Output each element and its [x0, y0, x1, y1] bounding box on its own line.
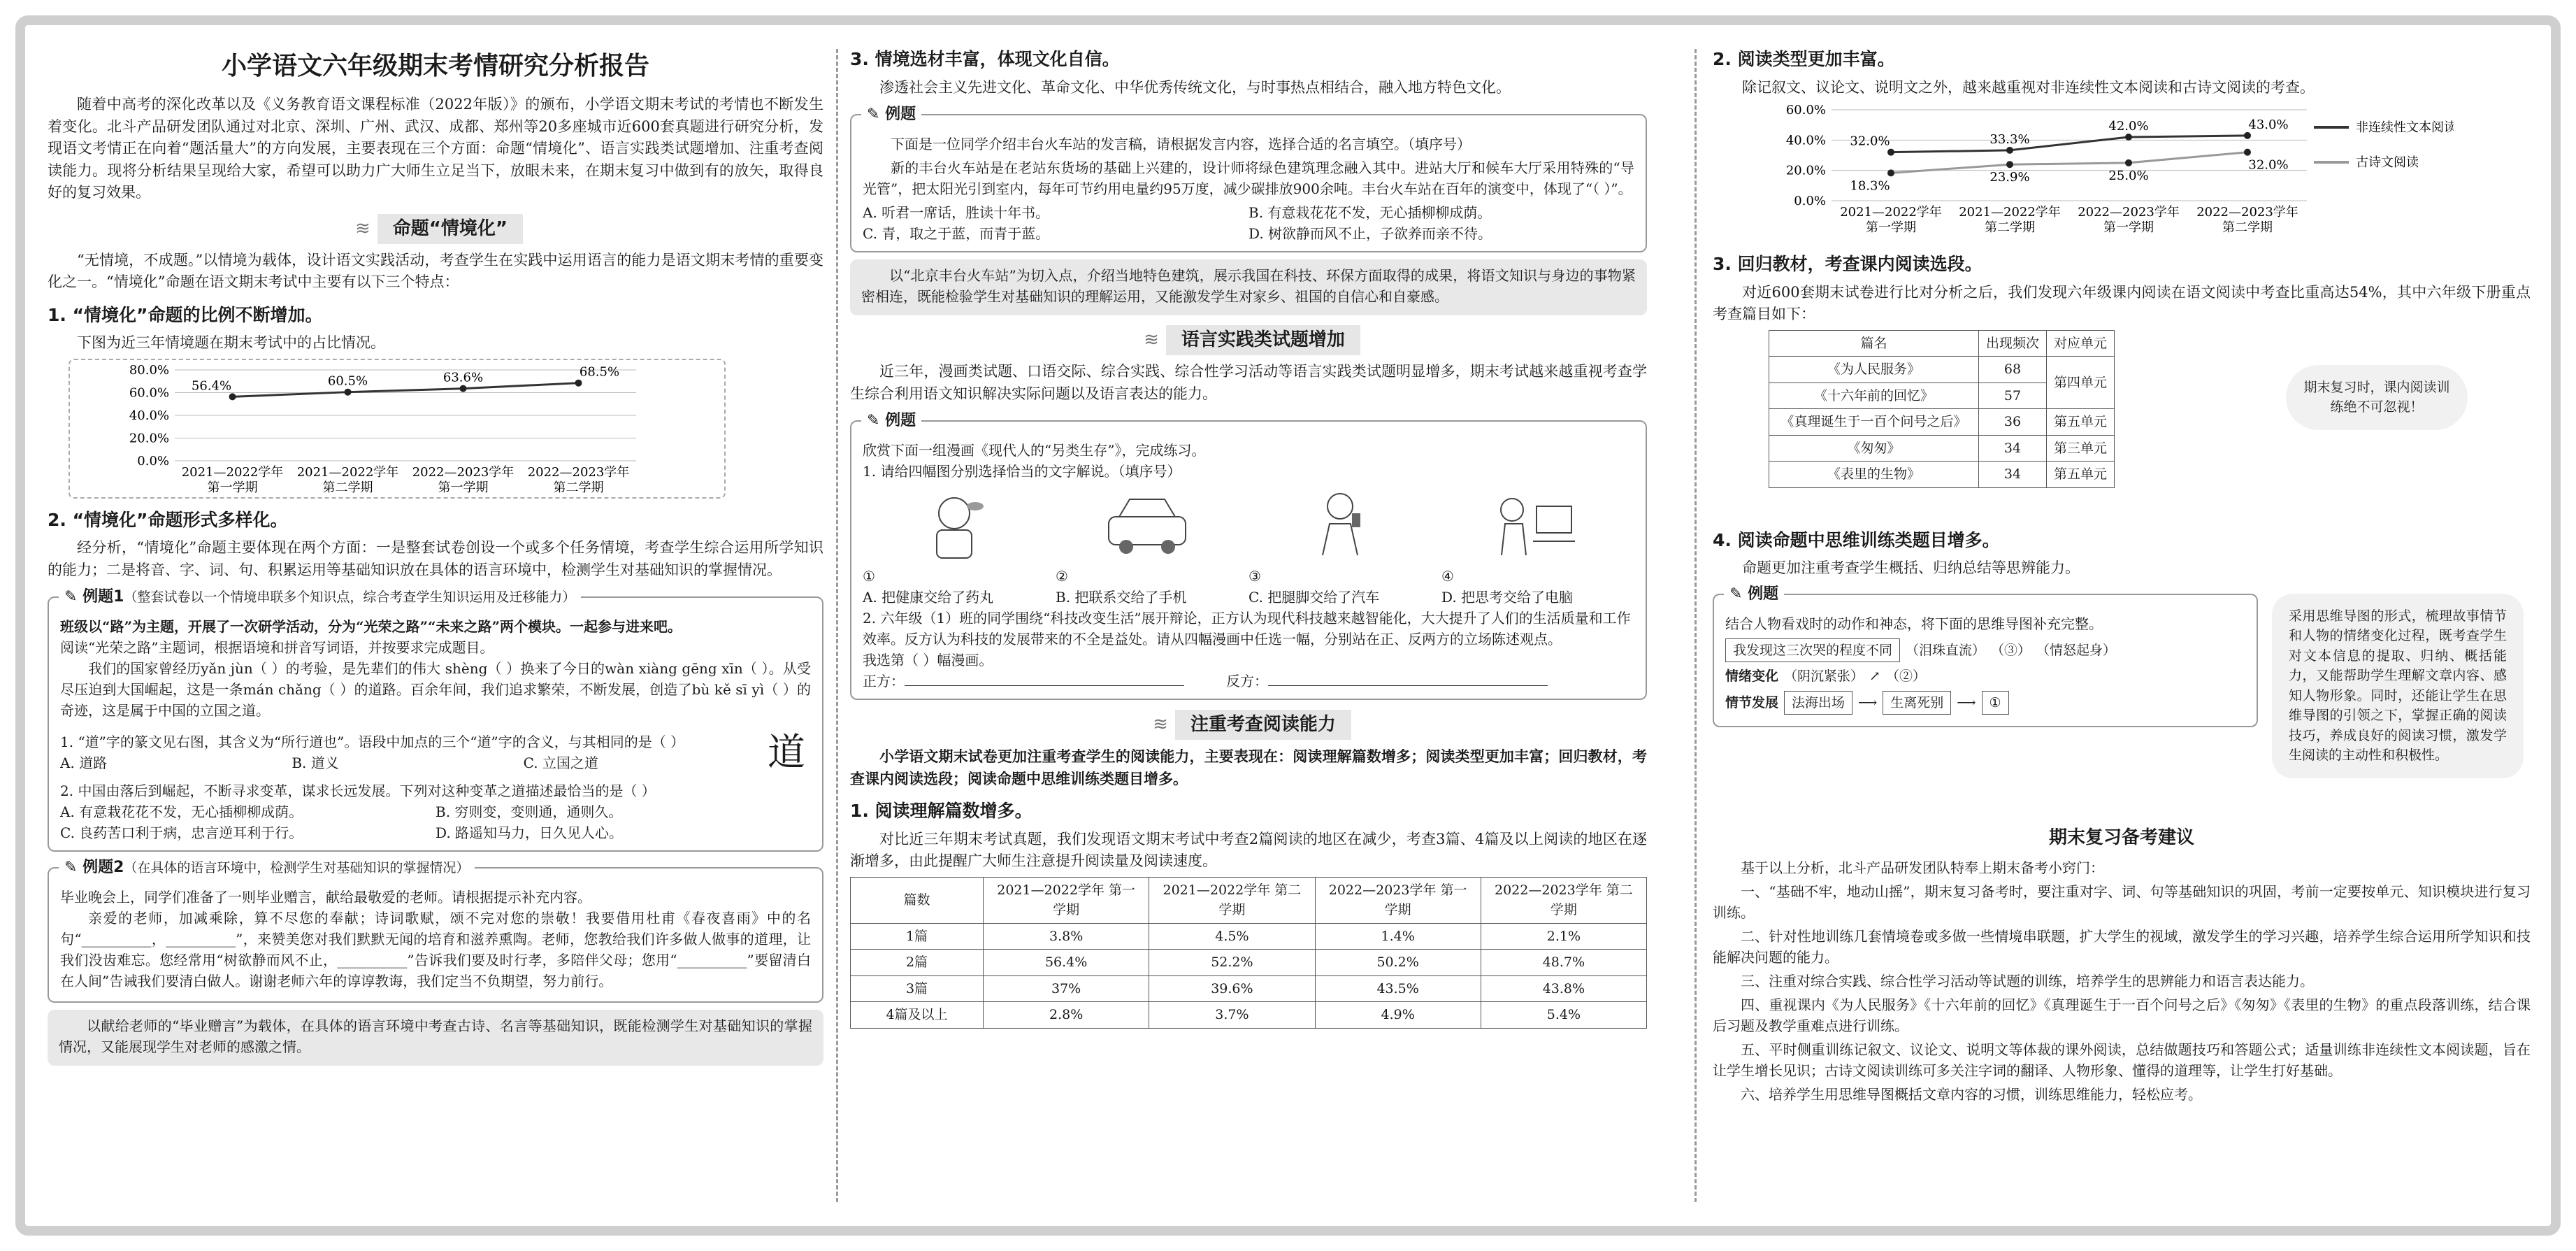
paragraph: 下图为近三年情境题在期末考试中的占比情况。: [77, 334, 385, 351]
y-tick-label: 0.0%: [1794, 194, 1826, 208]
x-tick-label: 第二学期: [322, 480, 373, 495]
note-cloud: 期末复习时，课内阅读训练绝不可忽视！: [2286, 365, 2468, 430]
paragraph: 命题更加注重考查学生概括、归纳总结等思辨能力。: [1742, 559, 2080, 576]
blank-label: ②: [1056, 568, 1068, 585]
data-point: [229, 393, 236, 400]
y-tick-label: 80.0%: [129, 362, 169, 378]
comic-pill-icon: [916, 485, 993, 562]
arrow-icon: ↗: [1869, 669, 1880, 684]
line-chart-1: [70, 360, 724, 497]
y-tick-label: 20.0%: [1785, 163, 1826, 178]
column-3: [1713, 43, 2531, 1208]
advice-item: 三、注重对综合实践、综合性学习活动等试题的训练，培养学生的思辨能力和语言表达能力。: [1741, 972, 2314, 989]
data-point: [460, 385, 467, 392]
option: C. 立国之道: [523, 754, 598, 771]
paragraph: 对比近三年期末考试真题，我们发现语文期末考试中考查2篇阅读的地区在减少，考查3篇、4篇及以上阅读的地区在逐渐增多，由此提醒广大师生注意提升阅读量及阅读速度。: [850, 830, 1647, 869]
x-tick-label: 第一学期: [1866, 220, 1916, 235]
table-cell: 52.2%: [1149, 950, 1315, 976]
tag-label: 例题2: [82, 859, 124, 876]
blank-label: ③: [1249, 568, 1261, 585]
mindmap-node: 生离死别: [1883, 691, 1951, 715]
legend-label: 古诗文阅读: [2356, 155, 2419, 170]
table-header-cell: 出现频次: [1979, 330, 2047, 357]
mindmap-node: （情怒起身）: [2036, 642, 2117, 658]
option: B. 穷则变，变则通，通则久。: [436, 803, 623, 820]
pro-answer-line[interactable]: [905, 685, 1184, 686]
series-line: [1891, 152, 2247, 173]
data-label: 68.5%: [579, 364, 620, 380]
mindmap-top-row: [1725, 638, 2245, 663]
table-cell: 2篇: [851, 950, 984, 976]
data-label: 18.3%: [1850, 178, 1890, 194]
example-lead: 结合人物看戏时的动作和神态，将下面的思维导图补充完整。: [1725, 615, 2103, 632]
data-label: 25.0%: [2108, 168, 2149, 183]
summary-box: [48, 1010, 823, 1066]
option: C. 青，取之于蓝，而青于蓝。: [863, 225, 1050, 242]
summary-text: 以“北京丰台火车站”为切入点，介绍当地特色建筑，展示我国在科技、环保方面取得的成果，将语文知识与身边的事物紧密相连，既能检验学生对基础知识的理解运用，又能激发学生对家乡、祖国的自信心和自豪感。: [861, 267, 1636, 305]
data-label: 63.6%: [442, 370, 484, 385]
chart-2: [1741, 103, 2454, 243]
example-lead: 欣赏下面一组漫画《现代人的“另类生存”》，完成练习。: [863, 442, 1206, 459]
comic-car-icon: [1098, 485, 1196, 562]
pencil-icon: ✎: [867, 412, 880, 429]
column-2: [850, 43, 1647, 1208]
tag-label: 例题: [1748, 585, 1779, 603]
section-paragraph: 近三年，漫画类试题、口语交际、综合实践、综合性学习活动等语言实践类试题明显增多，期末考试越来越重视考查学生综合利用语文知识解决实际问题以及语言表达的能力。: [850, 363, 1647, 402]
tag-note: （整套试卷以一个情境串联多个知识点，综合考查学生知识运用及迁移能力）: [124, 589, 576, 605]
chart-1: [69, 359, 726, 499]
mindmap-node: （②）: [1885, 669, 1926, 684]
question-2: 2. 中国由落后到崛起，不断寻求变革，谋求长远发展。下列对这种变革之道描述最恰当的是（ ）: [60, 782, 656, 799]
option: B. 把联系交给了手机: [1056, 589, 1187, 606]
table-cell: 34: [1979, 462, 2047, 488]
section-band: ≋ 注重考查阅读能力: [850, 710, 1647, 740]
section-band: ≋ 命题“情境化”: [48, 214, 823, 244]
comic-options: [863, 587, 1634, 608]
table-cell: 4.9%: [1315, 1002, 1481, 1029]
option: C. 良药苦口利于病，忠言逆耳利于行。: [60, 824, 303, 841]
debate-lines: [863, 671, 1634, 692]
table-row: [851, 923, 1647, 950]
advice-title: 期末复习备考建议: [2048, 827, 2194, 848]
subheading: 2. “情境化”命题形式多样化。: [48, 509, 288, 530]
option: D. 把思考交给了电脑: [1441, 589, 1574, 606]
paragraph: 对近600套期末试卷进行比对分析之后，我们发现六年级课内阅读在语文阅读中考查比重高达54%，其中六年级下册重点考查篇目如下：: [1713, 283, 2531, 322]
column-divider: [836, 49, 838, 1202]
section-band: ≋ 语言实践类试题增加: [850, 325, 1647, 355]
key-texts-table: [1769, 330, 2115, 488]
question-2: 2. 六年级（1）班的同学围绕“科技改变生活”展开辩论，正方认为现代科技越来越智能化，大大提升了人们的生活质量和工作效率。反方认为科技的发展带来的不全是益处。请从四幅漫画中任选一幅，分别站在正、反两方的立场陈述观点。: [863, 610, 1631, 648]
option: C. 把腿脚交给了汽车: [1249, 589, 1380, 606]
table-cell: 37%: [984, 975, 1149, 1002]
y-tick-label: 40.0%: [129, 408, 169, 423]
table-cell: 43.5%: [1315, 975, 1481, 1002]
reading-count-table: [850, 877, 1647, 1029]
mindmap-node: （泪珠直流）: [1906, 642, 1986, 658]
example-5-box: [1713, 585, 2258, 728]
data-point: [2125, 134, 2132, 141]
option: D. 路遥知马力，日久见人心。: [436, 824, 624, 841]
table-row: [1769, 435, 2115, 462]
example-tag: [861, 409, 921, 432]
table-cell: 第五单元: [2047, 409, 2115, 436]
table-2-area: [1713, 330, 2531, 519]
table-cell: 34: [1979, 435, 2047, 462]
comic-number-row: [863, 566, 1634, 587]
example-text: 我们的国家曾经历yǎn jùn（ ）的考验，是先辈们的伟大 shèng（ ）换来了今日的wàn xiàng gēng xīn（ ）。从受尽压迫到大国崛起，这是一条mán chǎng（ ）的道路。百余年间，我们追求繁荣，不断发展，创造了bù kě sī yì（ ）的奇迹，这是属于中国的立国之道。: [60, 660, 811, 719]
example-2-box: [48, 859, 823, 1003]
x-tick-label: 2021—2022学年: [296, 464, 399, 480]
mindmap-node: （阴沉紧张）: [1784, 669, 1864, 684]
x-tick-label: 第一学期: [207, 480, 258, 495]
table-row: [1769, 357, 2115, 383]
table-header-cell: 2021—2022学年 第二学期: [1149, 877, 1315, 923]
option: A. 道路: [60, 754, 108, 771]
blank-label: ④: [1441, 568, 1454, 585]
table-cell: 第四单元: [2047, 357, 2115, 409]
option: B. 道义: [292, 754, 339, 771]
example-3-box: [850, 106, 1647, 252]
data-point: [2125, 159, 2132, 166]
x-tick-label: 第二学期: [553, 480, 604, 495]
q1-row: [60, 724, 811, 780]
table-cell: 3.8%: [984, 923, 1149, 950]
table-cell: 《为人民服务》: [1769, 357, 1979, 383]
table-header-row: [1769, 330, 2115, 357]
data-label: 43.0%: [2248, 117, 2289, 132]
table-row: [1769, 462, 2115, 488]
paragraph: 经分析，“情境化”命题主要体现在两个方面：一是整套试卷创设一个或多个任务情境，考查学生综合运用所学知识的能力；二是将音、字、词、句、积累运用等基础知识放在具体的语言环境中，检测学生对基础知识的掌握情况。: [48, 539, 823, 578]
x-tick-label: 第二学期: [1985, 220, 2035, 235]
pencil-icon: ✎: [1729, 585, 1743, 603]
paragraph: 除记叙文、议论文、说明文之外，越来越重视对非连续性文本阅读和古诗文阅读的考查。: [1742, 78, 2315, 96]
advice-list: [1713, 857, 2531, 1105]
data-label: 23.9%: [1989, 170, 2030, 185]
tag-label: 例题: [885, 106, 916, 123]
table-cell: 56.4%: [984, 950, 1149, 976]
subheading: 1. 阅读理解篇数增多。: [850, 801, 1032, 821]
subheading: 3. 情境选材丰富，体现文化自信。: [850, 49, 1120, 69]
series-line: [233, 383, 579, 396]
seal-script-character: 道: [768, 730, 805, 774]
con-label: 反方：: [1226, 673, 1268, 689]
mindmap-node: 我发现这三次哭的程度不同: [1725, 638, 1900, 663]
line-chart-2: [1741, 103, 2454, 243]
option: D. 树欲静而风不止，子欲养而亲不待。: [1249, 225, 1492, 242]
subheading: 1. “情境化”命题的比例不断增加。: [48, 304, 323, 325]
x-tick-label: 第一学期: [438, 480, 489, 495]
data-label: 60.5%: [327, 373, 368, 389]
x-tick-label: 第二学期: [2222, 220, 2273, 235]
data-point: [2244, 132, 2251, 139]
advice-item: 五、平时侧重训练记叙文、议论文、说明文等体裁的课外阅读，总结做题技巧和答题公式；适量训练非连续性文本阅读题，旨在让学生增长见识；古诗文阅读训练可多关注字词的翻译、人物形象、懂得的道理等，让学生打好基础。: [1713, 1041, 2531, 1079]
table-row: [851, 1002, 1647, 1029]
data-point: [345, 388, 352, 395]
example-text: 新的丰台火车站是在老站东货场的基础上兴建的，设计师将绿色建筑理念融入其中。进站大厅和候车大厅采用特殊的“导光管”，把太阳光引到室内，每年可节约用电量约95万度，减少碳排放900余吨。丰台火车站在百年的演变中，体现了“（ ）”。: [863, 159, 1634, 197]
section-title: 命题“情境化”: [377, 214, 523, 244]
table-row: [1769, 409, 2115, 436]
x-tick-label: 2021—2022学年: [1840, 205, 1942, 220]
data-point: [575, 379, 582, 386]
con-answer-line[interactable]: [1268, 685, 1548, 686]
advice-item: 基于以上分析，北斗产品研发团队特奉上期末备考小窍门：: [1741, 859, 2104, 876]
row-label: 情绪变化: [1725, 669, 1779, 684]
tag-note: （在具体的语言环境中，检测学生对基础知识的掌握情况）: [124, 860, 470, 875]
y-tick-label: 60.0%: [1785, 103, 1826, 117]
example-4-box: [850, 412, 1647, 700]
page-title: 小学语文六年级期末考情研究分析报告: [221, 52, 649, 80]
advice-item: 一、“基础不牢，地动山摇”，期末复习备考时，要注重对字、词、句等基础知识的巩固，考前一定要按单元、知识模块进行复习训练。: [1713, 882, 2531, 921]
option: B. 有意栽花花不发，无心插柳柳成荫。: [1249, 204, 1492, 221]
table-cell: 68: [1979, 357, 2047, 383]
table-cell: 《真理诞生于一百个问号之后》: [1769, 409, 1979, 436]
mindmap-node: ①: [1982, 691, 2009, 715]
data-label: 32.0%: [1850, 134, 1890, 149]
example-tag: [59, 585, 581, 608]
table-cell: 第五单元: [2047, 462, 2115, 488]
data-label: 33.3%: [1989, 131, 2030, 147]
example-lead: 下面是一位同学介绍丰台火车站的发言稿，请根据发言内容，选择合适的名言填空。（填序号）: [891, 136, 1471, 152]
data-label: 56.4%: [191, 378, 232, 393]
question-1: 1. 请给四幅图分别选择恰当的文字解说。（填序号）: [863, 463, 1181, 480]
x-tick-label: 2022—2023学年: [527, 464, 630, 480]
blank-label: ①: [863, 568, 875, 585]
subheading: 3. 回归教材，考查课内阅读选段。: [1713, 254, 1983, 274]
example-lead-2: 阅读“光荣之路”主题词，根据语境和拼音写词语，并按要求完成题目。: [60, 639, 494, 656]
table-row: [851, 975, 1647, 1002]
subheading: 2. 阅读类型更加丰富。: [1713, 49, 1895, 69]
table-cell: 《匆匆》: [1769, 435, 1979, 462]
table-cell: 2.8%: [984, 1002, 1149, 1029]
comic-row: [863, 482, 1634, 566]
table-cell: 2.1%: [1481, 923, 1646, 950]
option: A. 听君一席话，胜读十年书。: [863, 204, 1050, 221]
choose-line: 我选第（ ）幅漫画。: [863, 652, 993, 669]
x-tick-label: 2021—2022学年: [181, 464, 284, 480]
column-1: [48, 43, 823, 1208]
comic-person-phone-icon: [1302, 485, 1379, 562]
table-cell: 4.5%: [1149, 923, 1315, 950]
q1-options: [60, 752, 762, 773]
x-tick-label: 第一学期: [2103, 220, 2154, 235]
data-point: [2006, 161, 2013, 168]
q2-options: [60, 801, 811, 843]
example-1-box: [48, 588, 823, 852]
table-cell: 36: [1979, 409, 2047, 436]
example-tag: [59, 856, 475, 879]
mindmap-area: [1713, 585, 2531, 803]
x-tick-label: 2022—2023学年: [412, 464, 515, 480]
question-1: 1. “道”字的篆文见右图，其含义为“所行道也”。语段中加点的三个“道”字的含义，与其相同的是（ ）: [60, 733, 685, 750]
data-point: [1887, 149, 1894, 156]
mindmap-plot-row: [1725, 691, 2245, 715]
column-divider: [1694, 49, 1697, 1202]
table-cell: 5.4%: [1481, 1002, 1646, 1029]
table-header-cell: 2022—2023学年 第二学期: [1481, 877, 1646, 923]
paragraph: 渗透社会主义先进文化、革命文化、中华优秀传统文化，与时事热点相结合，融入地方特色文化。: [879, 78, 1511, 96]
example-lead: 毕业晚会上，同学们准备了一则毕业赠言，献给最敬爱的老师。请根据提示补充内容。: [60, 889, 591, 906]
section-paragraph: 小学语文期末试卷更加注重考查学生的阅读能力，主要表现在：阅读理解篇数增多；阅读类型更加丰富；回归教材，考查课内阅读选段；阅读命题中思维训练类题目增多。: [850, 748, 1647, 787]
y-tick-label: 40.0%: [1785, 133, 1826, 148]
table-header-cell: 对应单元: [2047, 330, 2115, 357]
arrow-icon: ⟶: [1957, 694, 1976, 710]
mindmap-node: 法海出场: [1784, 691, 1852, 715]
x-tick-label: 2022—2023学年: [2196, 205, 2298, 220]
table-cell: 39.6%: [1149, 975, 1315, 1002]
example-lead: 班级以“路”为主题，开展了一次研学活动，分为“光荣之路”“未来之路”两个模块。一起参与进来吧。: [60, 618, 682, 635]
table-cell: 50.2%: [1315, 950, 1481, 976]
section-title: 语言实践类试题增加: [1166, 325, 1360, 355]
y-tick-label: 0.0%: [137, 453, 169, 469]
table-header-cell: 2022—2023学年 第一学期: [1315, 877, 1481, 923]
row-label: 情节发展: [1725, 694, 1779, 710]
data-point: [2244, 149, 2251, 156]
legend-label: 非连续性文本阅读: [2356, 120, 2454, 135]
table-header-cell: 2021—2022学年 第一学期: [984, 877, 1149, 923]
table-cell: 《表里的生物》: [1769, 462, 1979, 488]
table-header-row: [851, 877, 1647, 923]
example-text: 亲爱的老师，加减乘除，算不尽您的奉献；诗词歌赋，颂不完对您的崇敬！我要借用杜甫《春夜喜雨》中的名句“__________，__________”，来赞美您对我们默默无闻的培育和滋养熏陶。老师，您教给我们许多做人做事的道理，让我们没齿难忘。您经常用“树欲静而风不止，__________”告诉我们要及时行孝，多陪伴父母；您用“__________”要留清白在人间”告诫我们要清白做人。谢谢老师六年的谆谆教诲，我们定当不负期望，努力前行。: [60, 910, 811, 989]
table-cell: 57: [1979, 383, 2047, 409]
note-cloud: 采用思维导图的形式，梳理故事情节和人物的情绪变化过程，既考查学生对文本信息的提取、归纳、概括能力，又能帮助学生理解文章内容、感知人物形象。同时，还能让学生在思维导图的引领之下，掌握正确的阅读技巧，养成良好的阅读习惯，激发学生阅读的主动性和积极性。: [2272, 594, 2524, 778]
table-cell: 1篇: [851, 923, 984, 950]
options: [863, 202, 1634, 244]
pro-label: 正方：: [863, 673, 905, 689]
comic-computer-icon: [1484, 485, 1582, 562]
summary-box: [850, 259, 1647, 315]
data-label: 32.0%: [2248, 157, 2289, 173]
option: A. 有意栽花花不发，无心插柳柳成荫。: [60, 803, 303, 820]
table-cell: 3.7%: [1149, 1002, 1315, 1029]
y-tick-label: 60.0%: [129, 385, 169, 400]
table-cell: 1.4%: [1315, 923, 1481, 950]
mindmap-node: （③）: [1991, 642, 2031, 658]
intro-paragraph: 随着中高考的深化改革以及《义务教育语文课程标准（2022年版）》的颁布，小学语文期末考试的考情也不断发生着变化。北斗产品研发团队通过对北京、深圳、广州、武汉、成都、郑州等20多座城市近600套真题进行研究分析，发现语文考情正在向着“题活量大”的方向发展，主要表现在三个方面：命题“情境化”、语言实践类试题增加、注重考查阅读能力。现将分析结果呈现给大家，希望可以助力广大师生立足当下，放眼未来，在期末复习中做到有的放矢，取得良好的复习效果。: [48, 96, 823, 201]
tag-label: 例题: [885, 412, 916, 429]
section-title: 注重考查阅读能力: [1175, 710, 1351, 740]
example-tag: [1724, 582, 1784, 606]
x-tick-label: 2021—2022学年: [1959, 205, 2061, 220]
pencil-icon: ✎: [64, 859, 78, 876]
section-paragraph: “无情境，不成题。”以情境为载体，设计语文实践活动，考查学生在实践中运用语言的能力是语文期末考情的重要变化之一。“情境化”命题在语文期末考试中主要有以下三个特点：: [48, 251, 823, 290]
option: A. 把健康交给了药丸: [863, 589, 994, 606]
table-cell: 第三单元: [2047, 435, 2115, 462]
table-cell: 3篇: [851, 975, 984, 1002]
advice-item: 四、重视课内《为人民服务》《十六年前的回忆》《真理诞生于一百个问号之后》《匆匆》《表里的生物》的重点段落训练，结合课后习题及教学重难点进行训练。: [1713, 996, 2531, 1034]
data-point: [1887, 169, 1894, 176]
pencil-icon: ✎: [867, 106, 880, 123]
advice-item: 六、培养学生用思维导图概括文章内容的习惯，训练思维能力，轻松应考。: [1741, 1085, 2202, 1103]
pencil-icon: ✎: [64, 588, 78, 606]
table-header-cell: 篇名: [1769, 330, 1979, 357]
mindmap-emotion-row: [1725, 666, 2245, 687]
table-cell: 《十六年前的回忆》: [1769, 383, 1979, 409]
summary-text: 以献给老师的“毕业赠言”为载体，在具体的语言环境中考查古诗、名言等基础知识，既能检测学生对基础知识的掌握情况，又能展现学生对老师的感激之情。: [59, 1017, 812, 1055]
data-label: 42.0%: [2108, 119, 2149, 134]
arrow-icon: ⟶: [1858, 694, 1878, 710]
table-header-cell: 篇数: [851, 877, 984, 923]
example-tag: [861, 103, 921, 126]
table-cell: 4篇及以上: [851, 1002, 984, 1029]
series-line: [1891, 136, 2247, 152]
advice-item: 二、针对性地训练几套情境卷或多做一些情境串联题，扩大学生的视域，激发学生的学习兴趣，培养学生综合运用所学知识和技能解决问题的能力。: [1713, 927, 2531, 966]
data-point: [2006, 147, 2013, 154]
x-tick-label: 2022—2023学年: [2078, 205, 2180, 220]
y-tick-label: 20.0%: [129, 431, 169, 445]
tag-label: 例题1: [82, 588, 124, 606]
table-cell: 43.8%: [1481, 975, 1646, 1002]
table-row: [851, 950, 1647, 976]
subheading: 4. 阅读命题中思维训练类题目增多。: [1713, 529, 2000, 550]
table-cell: 48.7%: [1481, 950, 1646, 976]
